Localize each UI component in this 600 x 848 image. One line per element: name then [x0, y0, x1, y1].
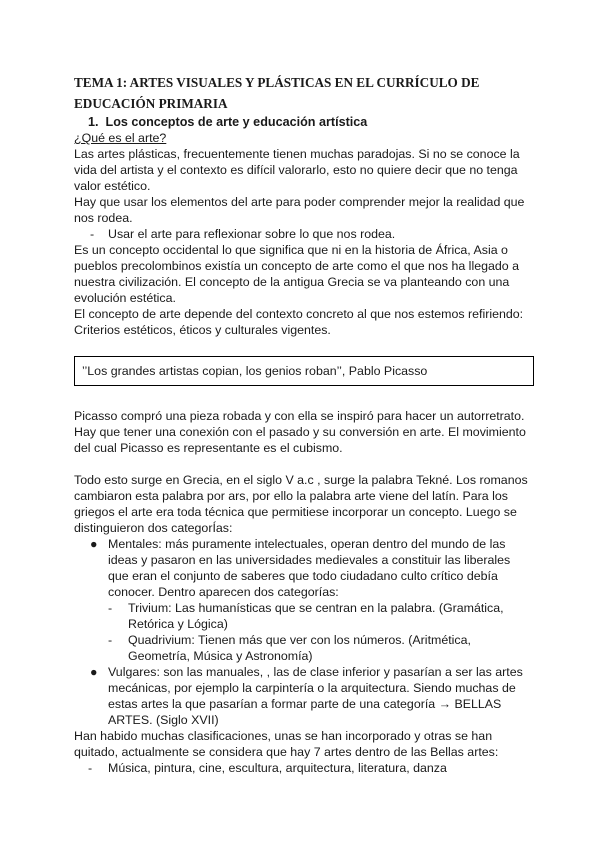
list-item-text: Mentales: más puramente intelectuales, operan dentro del mundo de las ideas y pasaron en las universidades medievales a constituir las liberales que eran el conjunto de saberes que todo ciudadano culto crítico debía conocer. Dentro aparecen dos categorías: — [108, 537, 511, 599]
sub-dash-marker: - — [108, 633, 113, 647]
dash-item-text: Música, pintura, cine, escultura, arquitectura, literatura, danza — [108, 761, 447, 775]
section-number: 1. — [88, 115, 99, 129]
section-heading — [88, 114, 534, 130]
sub-item-trivium — [74, 600, 534, 632]
dash-marker: - — [90, 227, 95, 241]
sub-item-text: Trivium: Las humanísticas que se centran en la palabra. (Gramática, Retórica y Lógica) — [128, 601, 504, 631]
quote-box: ’’Los grandes artistas copian, los genios roban’’, Pablo Picasso — [74, 356, 534, 386]
list-item-vulgares — [74, 664, 534, 728]
paragraph-1: Las artes plásticas, frecuentemente tienen muchas paradojas. Si no se conoce la vida del artista y el contexto es difícil valorarlo, esto no quiere decir que no tenga valor estético. — [74, 147, 520, 193]
paragraph-3: Es un concepto occidental lo que significa que ni en la historia de África, Asia o pueblos precolombinos existía un concepto de arte como el que nos ha llegado a nuestra civilización. El concepto de la antigua Grecia se va planteando con una evolución estética. — [74, 243, 519, 305]
section-label: Los conceptos de arte y educación artística — [105, 115, 368, 129]
dash-item-1 — [74, 226, 534, 242]
sub-item-text: Quadrivium: Tienen más que ver con los números. (Aritmética, Geometría, Música y Astronomía) — [128, 633, 471, 663]
list-item-text: Vulgares: son las manuales, , las de clase inferior y pasarían a ser las artes mecánicas, por ejemplo la carpintería o la arquitectura. Siendo muchas de estas artes la que pasarían a formar parte de una categoría → BELLAS ARTES. (Siglo XVII) — [108, 665, 523, 727]
document-content — [74, 72, 534, 776]
bullet-marker: ● — [90, 665, 98, 679]
question-heading: ¿Qué es el arte? — [74, 131, 167, 145]
dash-item-2 — [74, 760, 534, 776]
paragraph-2: Hay que usar los elementos del arte para poder comprender mejor la realidad que nos rodea. — [74, 195, 525, 225]
dash-marker: - — [88, 761, 93, 775]
sub-item-quadrivium — [74, 632, 534, 664]
paragraph-7: Han habido muchas clasificaciones, unas se han incorporado y otras se han quitado, actualmente se considera que hay 7 artes dentro de las Bellas artes: — [74, 729, 499, 759]
paragraph-5: Picasso compró una pieza robada y con ella se inspiró para hacer un autorretrato. Hay que tener una conexión con el pasado y su conversión en arte. El movimiento del cual Picasso es representante es el cubismo. — [74, 409, 526, 455]
sub-dash-marker: - — [108, 601, 113, 615]
paragraph-6: Todo esto surge en Grecia, en el siglo V a.c , surge la palabra Tekné. Los romanos cambiaron esta palabra por ars, por ello la palabra arte viene del latín. Para los griegos el arte era toda técnica que permitiese incorporar un concepto. Luego se distinguieron dos categorÍas: — [74, 473, 528, 535]
document-title: TEMA 1: ARTES VISUALES Y PLÁSTICAS EN EL CURRÍCULO DE EDUCACIÓN PRIMARIA — [74, 75, 480, 111]
paragraph-4: El concepto de arte depende del contexto concreto al que nos estemos refiriendo: Criterios estéticos, éticos y culturales vigentes. — [74, 307, 524, 337]
dash-item-text: Usar el arte para reflexionar sobre lo que nos rodea. — [108, 227, 396, 241]
list-item-mentales — [74, 536, 534, 664]
bullet-marker: ● — [90, 537, 98, 551]
categories-list — [74, 536, 534, 728]
